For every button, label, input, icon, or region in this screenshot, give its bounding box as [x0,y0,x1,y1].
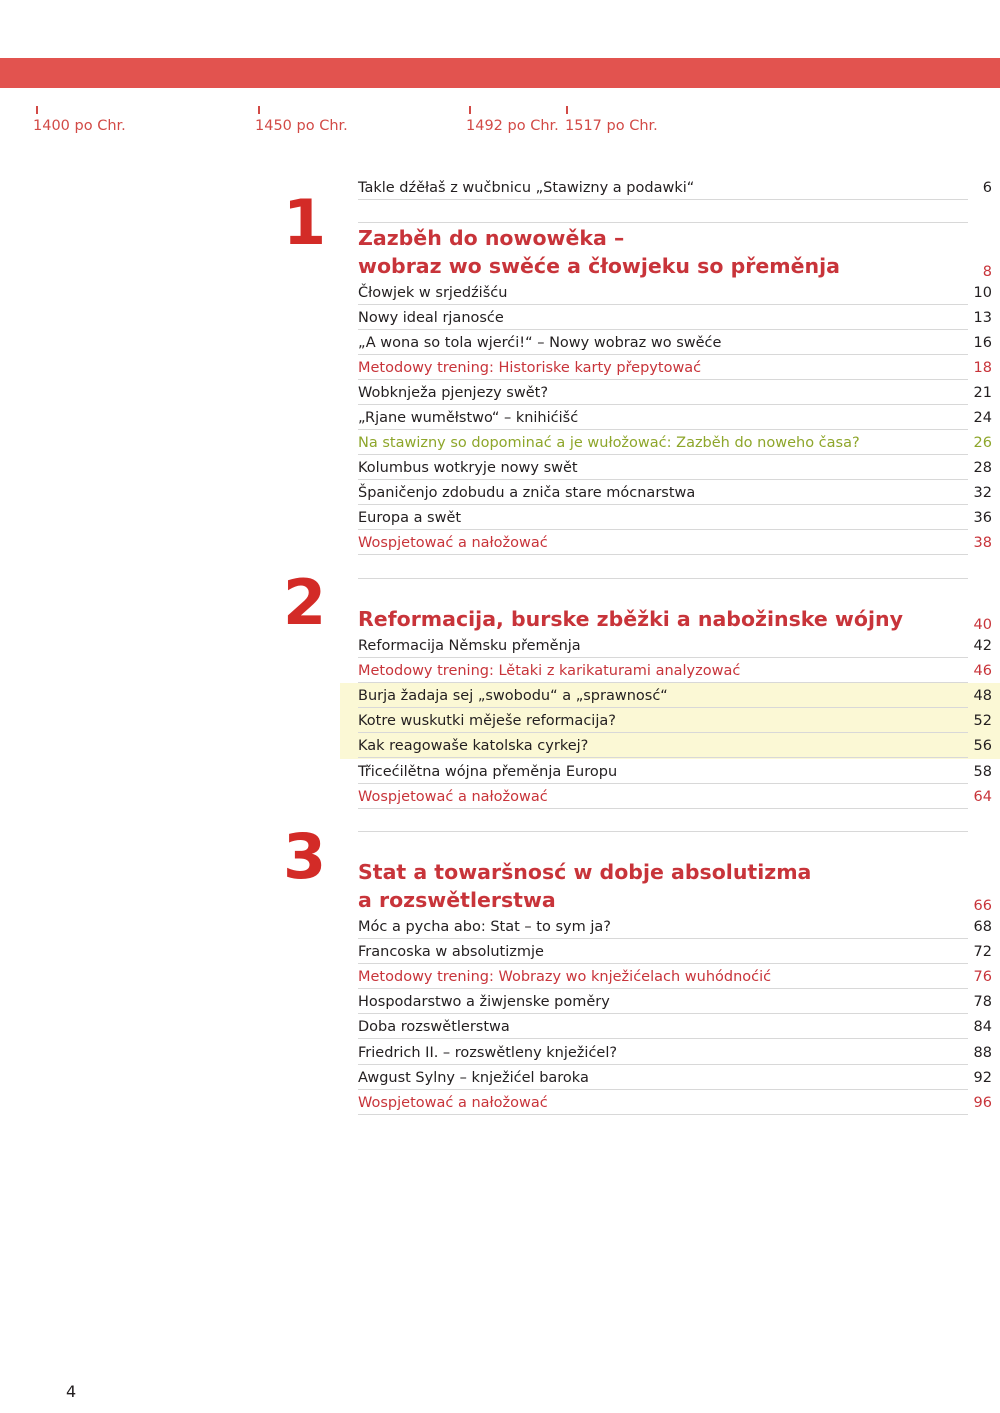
toc-entry[interactable] [358,915,992,939]
timeline-label-1517: 1517 po Chr. [565,118,658,134]
toc-entry[interactable] [358,1041,992,1065]
toc-entry-title: Friedrich II. – rozswětleny knježićel? [358,1045,618,1061]
toc-entry-page: 10 [973,285,992,301]
toc-entry[interactable] [358,1015,992,1039]
row-divider [358,404,968,405]
chapter-number: 1 [283,186,327,259]
row-divider [358,1013,968,1014]
chapter-heading-line-1: Stat a towaršnosć w dobje absolutizma [358,860,812,884]
toc-entry-review[interactable] [358,785,992,809]
toc-entry-title: Doba rozswětlerstwa [358,1019,510,1035]
chapter-heading[interactable] [358,224,992,280]
top-color-band [0,58,1000,88]
toc-entry-method[interactable] [358,659,992,683]
toc-entry-title: Nowy ideal rjanosće [358,310,504,326]
timeline-tick [36,106,38,114]
chapter-heading[interactable] [358,605,992,633]
toc-entry-page: 26 [973,435,992,451]
chapter-heading-line-1: Zazběh do nowowěka – [358,226,625,250]
timeline-tick [258,106,260,114]
toc-entry-page: 6 [982,180,992,196]
toc-entry-title: Francoska w absolutizmje [358,944,544,960]
toc-entry[interactable] [358,481,992,505]
toc-entry-title: Awgust Sylny – knježićel baroka [358,1070,589,1086]
toc-entry[interactable] [358,940,992,964]
timeline-tick [566,106,568,114]
toc-entry-page: 46 [973,663,992,679]
toc-entry-page: 36 [973,510,992,526]
toc-entry-page: 76 [973,969,992,985]
row-divider [358,454,968,455]
toc-entry-page: 32 [973,485,992,501]
toc-entry-page: 28 [973,460,992,476]
chapter-heading[interactable] [358,858,992,914]
toc-entry-page: 42 [973,638,992,654]
toc-entry-title: Hospodarstwo a žiwjenske poměry [358,994,610,1010]
toc-entry-title: Burja žadaja sej „swobodu“ a „sprawnosć“ [358,688,668,704]
toc-entry-page: 78 [973,994,992,1010]
toc-entry-page: 64 [973,789,992,805]
chapter-heading-page: 40 [973,617,992,633]
toc-entry-title: Čłowjek w srjedźišću [358,285,508,301]
toc-entry-page: 56 [973,738,992,754]
row-divider [358,808,968,809]
row-divider [358,304,968,305]
row-divider [358,429,968,430]
toc-entry-title: Takle dźěłaš z wučbnicu „Stawizny a podawki“ [358,180,695,196]
chapter-heading-line-2: a rozswětlerstwa [358,888,556,912]
toc-entry-title: Wospjetować a nałožować [358,535,548,551]
toc-entry[interactable] [358,990,992,1014]
toc-entry[interactable] [358,634,992,658]
toc-entry-page: 58 [973,764,992,780]
toc-entry-title: Španičenjo zdobudu a zniča stare mócnarstwa [358,485,696,501]
toc-entry[interactable] [358,709,992,733]
toc-entry-method[interactable] [358,965,992,989]
row-divider [358,988,968,989]
toc-intro-row[interactable] [358,176,992,200]
toc-entry[interactable] [358,760,992,784]
toc-entry-page: 68 [973,919,992,935]
toc-entry-page: 84 [973,1019,992,1035]
row-divider [358,379,968,380]
toc-entry-title: Wobknježa pjenjezy swět? [358,385,549,401]
toc-entry-title: Kak reagowaše katolska cyrkej? [358,738,589,754]
toc-entry[interactable] [358,456,992,480]
toc-entry-title: Kolumbus wotkryje nowy swět [358,460,578,476]
row-divider [358,1064,968,1065]
row-divider [358,529,968,530]
row-divider [358,1089,968,1090]
toc-entry-title: Metodowy trening: Wobrazy wo knježićelach wuhódnoćić [358,969,772,985]
toc-entry-remembrance[interactable] [358,431,992,455]
row-divider [358,479,968,480]
toc-entry[interactable] [358,381,992,405]
toc-entry-title: Třicećilětna wójna přeměnja Europu [358,764,618,780]
chapter-heading-page: 66 [973,898,992,914]
toc-entry-page: 18 [973,360,992,376]
toc-entry-page: 88 [973,1045,992,1061]
toc-entry[interactable] [358,306,992,330]
row-divider [358,657,968,658]
chapter-number: 3 [283,820,327,893]
toc-entry[interactable] [358,281,992,305]
toc-entry-title: Móc a pycha abo: Stat – to sym ja? [358,919,611,935]
row-divider [358,1114,968,1115]
row-divider [358,783,968,784]
toc-entry-title: Wospjetować a nałožować [358,789,548,805]
toc-entry-title: Kotre wuskutki měješe reformacija? [358,713,616,729]
toc-entry-page: 92 [973,1070,992,1086]
toc-entry[interactable] [358,506,992,530]
toc-entry-title: Europa a swět [358,510,462,526]
row-divider [358,938,968,939]
page-number: 4 [66,1382,77,1401]
toc-entry-page: 72 [973,944,992,960]
toc-entry[interactable] [358,1066,992,1090]
row-divider [358,199,968,200]
toc-entry[interactable] [358,734,992,758]
row-divider [358,354,968,355]
toc-entry-title: Na stawizny so dopominać a je wułožować: Zazběh do noweho časa? [358,435,860,451]
row-divider [358,732,968,733]
row-divider [358,1038,968,1039]
toc-entry-title: Metodowy trening: Lětaki z karikaturami analyzować [358,663,741,679]
toc-entry-page: 16 [973,335,992,351]
toc-entry-page: 52 [973,713,992,729]
toc-entry-page: 21 [973,385,992,401]
toc-entry-review[interactable] [358,1091,992,1115]
chapter-heading-page: 8 [982,264,992,280]
section-divider [358,222,968,223]
toc-entry-title: Metodowy trening: Historiske karty přepytować [358,360,702,376]
timeline-label-1492: 1492 po Chr. [466,118,559,134]
row-divider [358,329,968,330]
toc-entry-title: Wospjetować a nałožować [358,1095,548,1111]
toc-entry-page: 24 [973,410,992,426]
section-divider [358,831,968,832]
row-divider [358,757,968,758]
toc-entry-page: 13 [973,310,992,326]
toc-entry[interactable] [358,406,992,430]
chapter-heading-line-1: Reformacija, burske zběžki a nabožinske wójny [358,607,903,631]
row-divider [358,707,968,708]
row-divider [358,504,968,505]
timeline-tick [469,106,471,114]
section-divider [358,578,968,579]
toc-entry-title: „Rjane wuměłstwo“ – knihićišć [358,410,579,426]
toc-entry-page: 38 [973,535,992,551]
toc-entry-page: 48 [973,688,992,704]
timeline-label-1450: 1450 po Chr. [255,118,348,134]
toc-entry[interactable] [358,684,992,708]
toc-entry-page: 96 [973,1095,992,1111]
row-divider [358,963,968,964]
toc-entry-title: „A wona so tola wjerći!“ – Nowy wobraz wo swěće [358,335,722,351]
timeline-label-1400: 1400 po Chr. [33,118,126,134]
chapter-number: 2 [283,566,327,639]
toc-entry-title: Reformacija Němsku přeměnja [358,638,581,654]
toc-entry-method[interactable] [358,356,992,380]
row-divider [358,682,968,683]
toc-entry-review[interactable] [358,531,992,555]
chapter-heading-line-2: wobraz wo swěće a čłowjeku so přeměnja [358,254,840,278]
toc-entry[interactable] [358,331,992,355]
row-divider [358,554,968,555]
